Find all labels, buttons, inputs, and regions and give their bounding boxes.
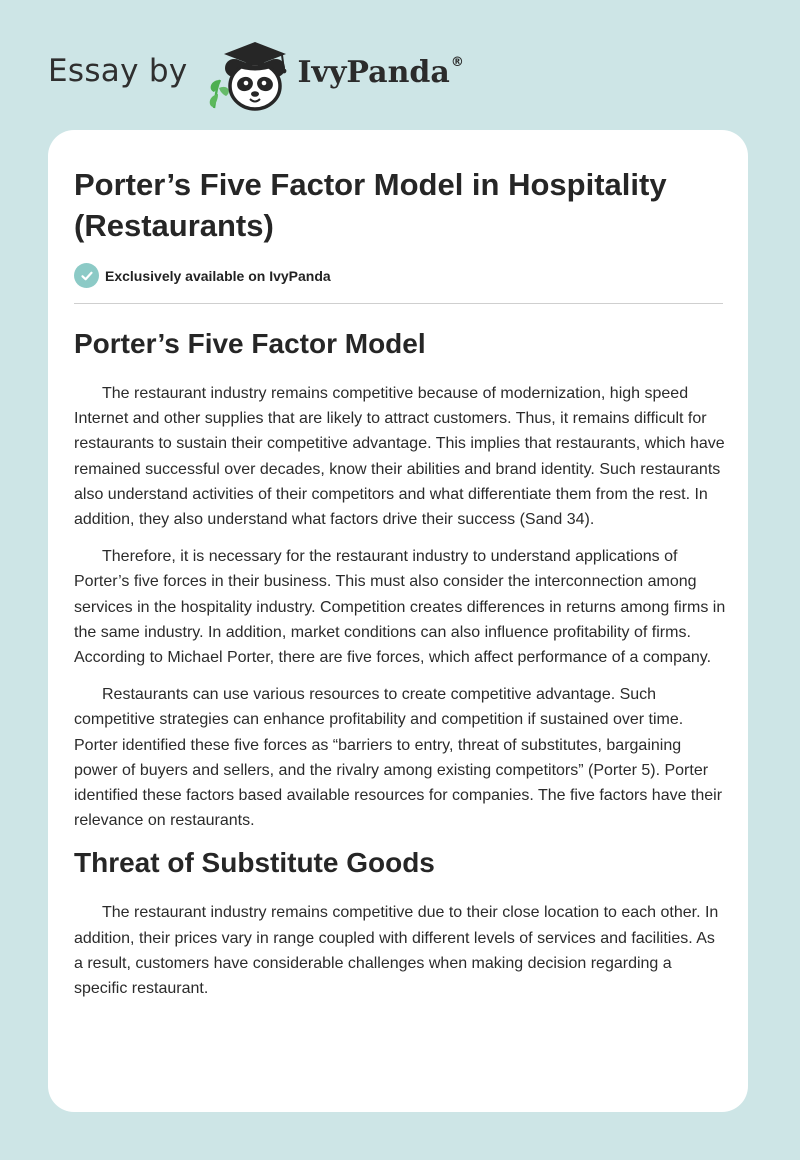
paragraph: Therefore, it is necessary for the restaurant industry to understand applications of Porter’s five forces in their business. This must also consider the interconnection among services in the hospitality industry. Competition creates differences in returns among firms in the same industry. In addition, market conditions can also influence profitability of firms. According to Michael Porter, there are five forces, which affect performance of a company. [74, 548, 726, 667]
section-heading: Threat of Substitute Goods [74, 847, 435, 879]
registered-mark: ® [450, 54, 464, 70]
brand-name [298, 55, 464, 90]
brand-prefix: Essay by [48, 53, 188, 89]
paragraph: Restaurants can use various resources to create competitive advantage. Such competitive strategies can enhance profitability and competition if sustained over time. Porter identified these five forces as “barriers to entry, threat of substitutes, bargaining power of buyers and sellers, and the rivalry among existing competitors” (Porter 5). Porter identified these factors based available resources for companies. The five factors have their relevance on restaurants. [74, 686, 723, 830]
section-heading: Porter’s Five Factor Model [74, 328, 426, 359]
paragraph: The restaurant industry remains competitive because of modernization, high speed Internet and other supplies that are likely to attract customers. Thus, it remains difficult for restaurants to sustain their competitive advantage. This implies that restaurants, which have remained successful over decades, know their abilities and brand identity. Such restaurants also understand activities of their competitors and what differentiate them from the rest. In addition, they also understand what factors drive their success (Sand 34). [74, 385, 725, 529]
divider [74, 303, 723, 304]
essay-card [48, 130, 748, 1112]
page-title: Porter’s Five Factor Model in Hospitality (Restaurants) [74, 167, 667, 243]
checkmark-icon [74, 263, 99, 288]
brand-name-text: IvyPanda [297, 54, 450, 90]
section-porters-five-factor-model [74, 326, 726, 833]
paragraph: The restaurant industry remains competitive due to their close location to each other. In addition, their prices vary in range coupled with different levels of services and facilities. As a result, customers have considerable challenges when making decision regarding a specific restaurant. [74, 904, 719, 998]
brand-header[interactable] [48, 36, 464, 112]
section-threat-of-substitute-goods [74, 845, 726, 1001]
essay-body [74, 326, 726, 1013]
panda-graduate-logo-icon [204, 36, 296, 112]
exclusive-badge [74, 263, 331, 288]
exclusive-label: Exclusively available on IvyPanda [105, 267, 331, 284]
